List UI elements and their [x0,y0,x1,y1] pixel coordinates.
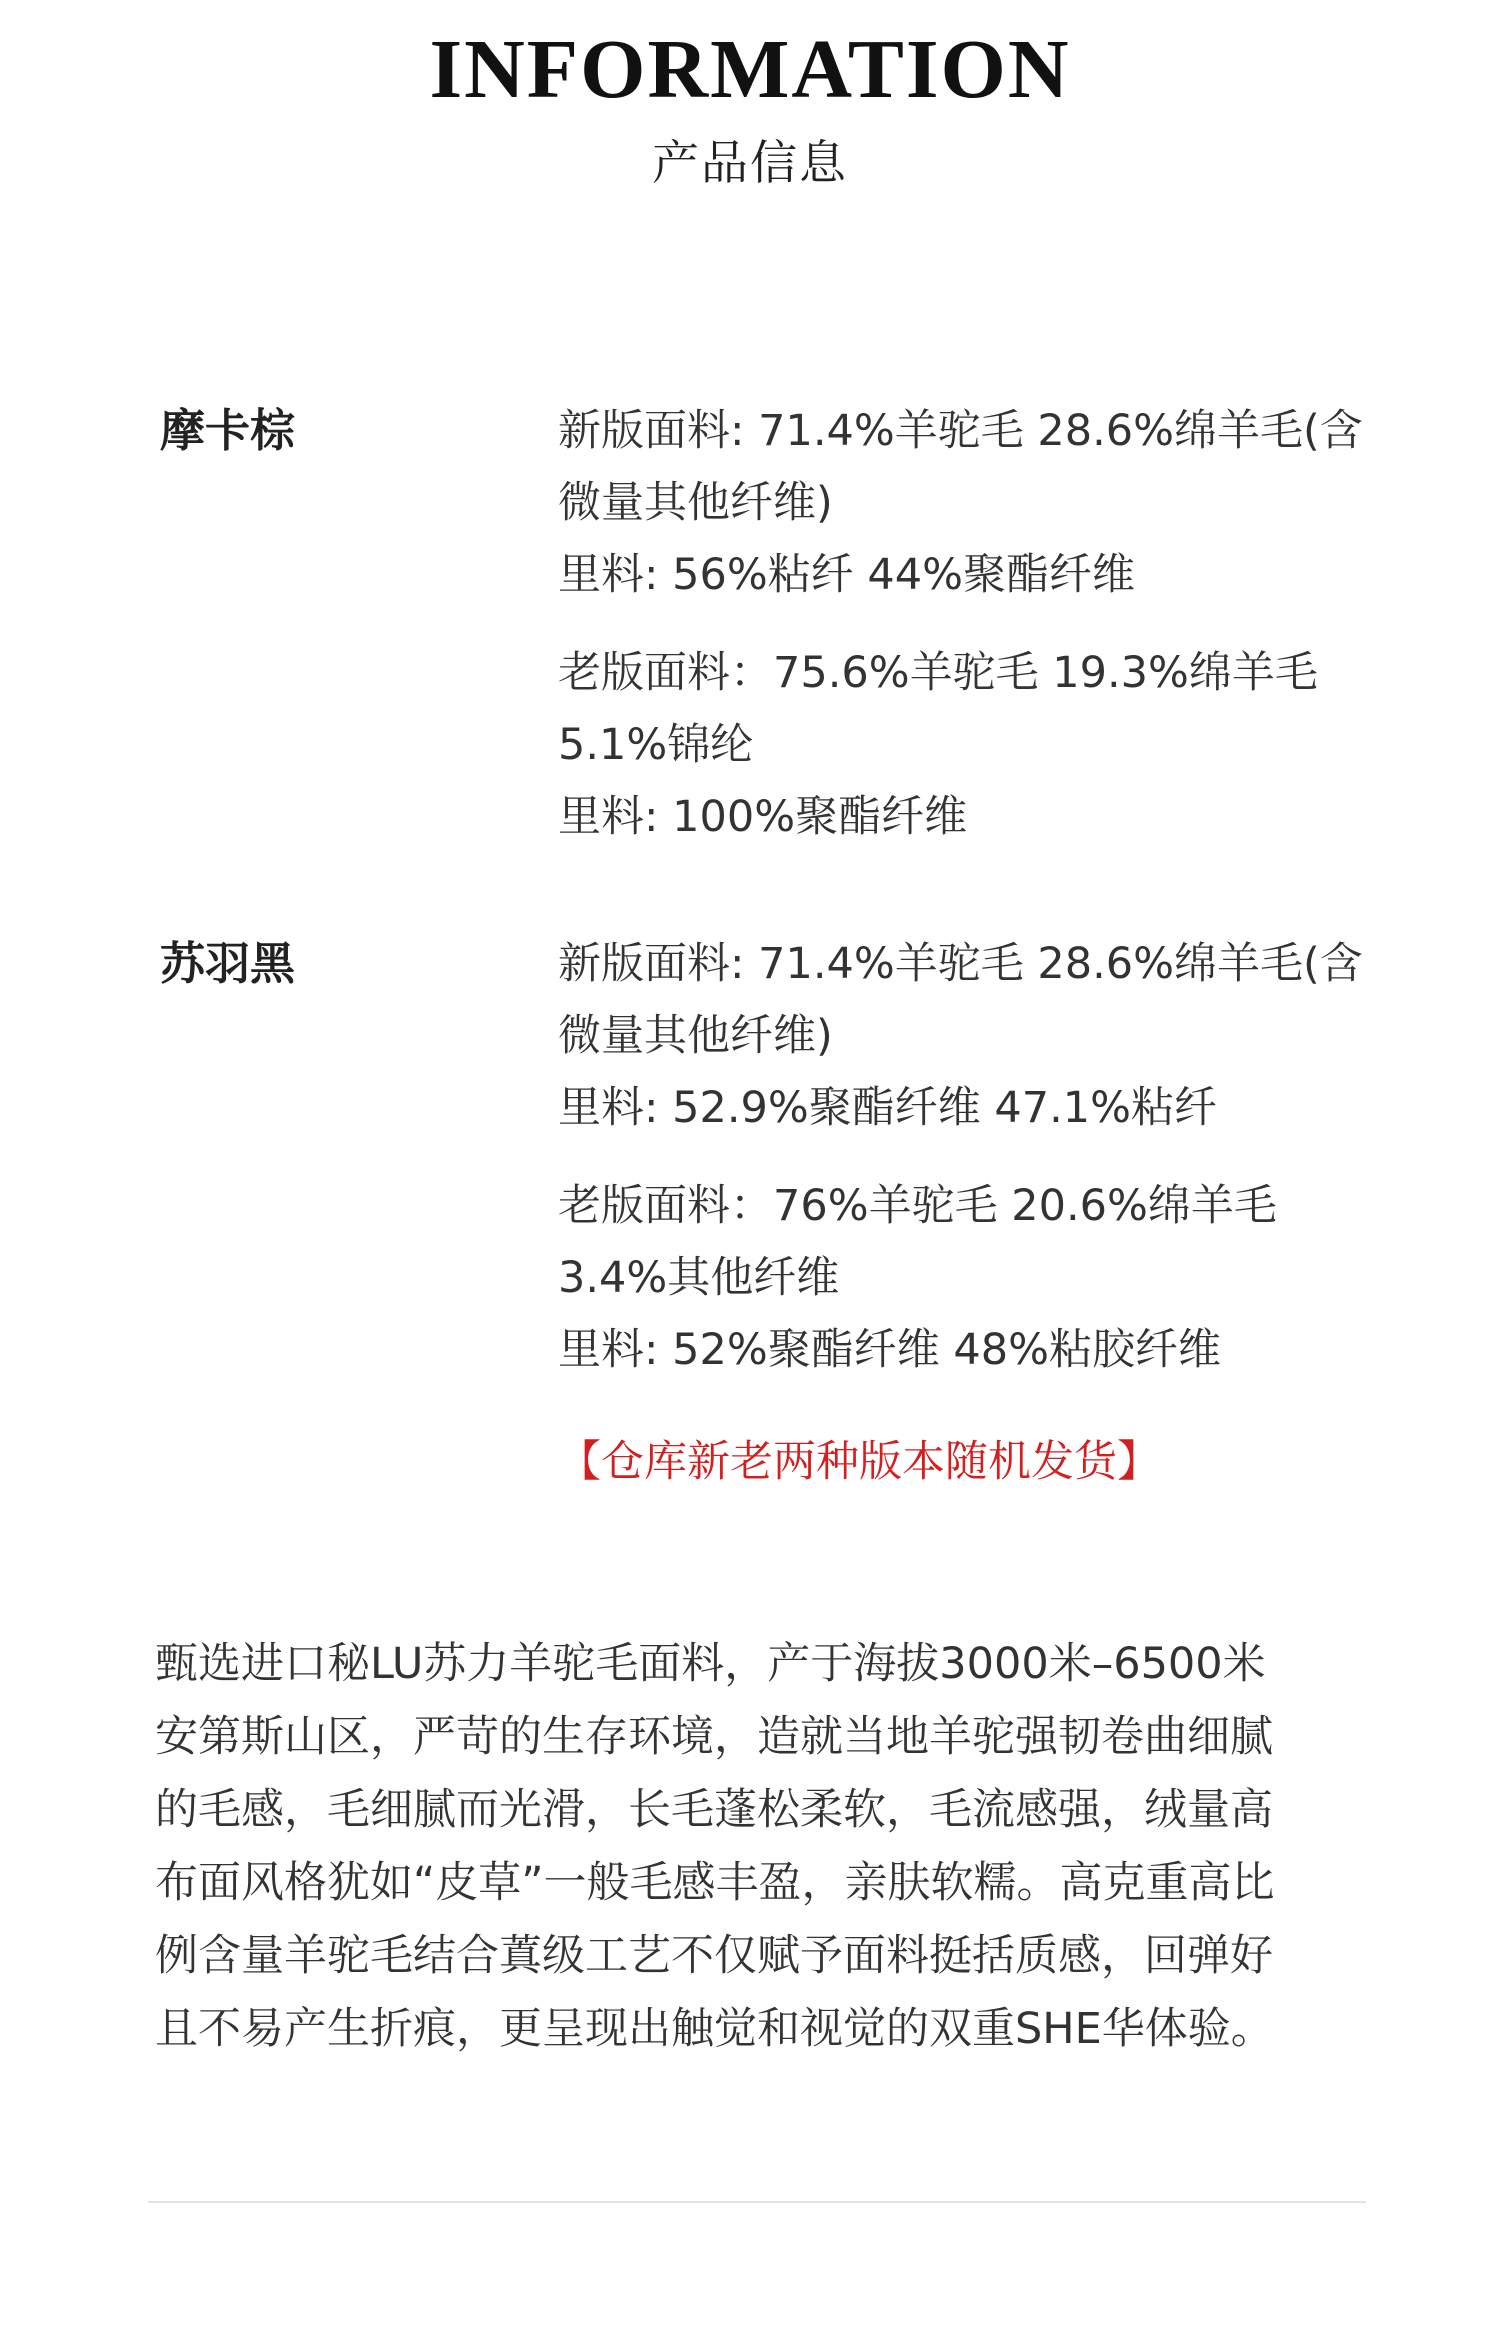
spec-line: 里料: 56%粘纤 44%聚酯纤维 [558,550,1135,600]
section-divider [148,2201,1366,2203]
spec-new-version [558,928,1418,1144]
spec-new-version [558,395,1418,611]
description-line: 例含量羊驼毛结合蒖级工艺不仅赋予面料挺括质感，回弹好 [155,1931,1273,1981]
description-line: 布面风格犹如“皮草”一般毛感丰盈，亲肤软糯。高克重高比 [155,1858,1275,1908]
description-line: 且不易产生折痕，更呈现出触觉和视觉的双重SHE华体验。 [155,2004,1274,2054]
fabric-specs [558,395,1418,879]
spec-line: 老版面料：76%羊驼毛 20.6%绵羊毛 [558,1181,1277,1231]
spec-old-version [558,637,1418,853]
page-header [0,20,1500,194]
spec-line: 微量其他纤维) [558,1011,833,1061]
spec-old-version [558,1170,1418,1386]
color-name: 摩卡棕 [160,404,296,457]
product-description [155,1628,1375,2066]
title-english: INFORMATION [429,23,1071,116]
description-line: 的毛感，毛细腻而光滑，长毛蓬松柔软，毛流感强，绒量高 [155,1785,1273,1835]
spec-line: 5.1%锦纶 [558,720,754,770]
spec-line: 里料: 100%聚酯纤维 [558,792,968,842]
spec-line: 微量其他纤维) [558,478,833,528]
spec-line: 新版面料: 71.4%羊驼毛 28.6%绵羊毛(含 [558,406,1363,456]
spec-line: 里料: 52%聚酯纤维 48%粘胶纤维 [558,1325,1221,1375]
spec-line: 里料: 52.9%聚酯纤维 47.1%粘纤 [558,1083,1218,1133]
description-line: 甄选进口秘LU苏力羊驼毛面料，产于海拔3000米–6500米 [155,1639,1266,1689]
shipping-notice: 【仓库新老两种版本随机发货】 [558,1437,1160,1487]
spec-line: 老版面料：75.6%羊驼毛 19.3%绵羊毛 [558,648,1318,698]
description-line: 安第斯山区，严苛的生存环境，造就当地羊驼强韧卷曲细腻 [155,1712,1273,1762]
color-name: 苏羽黑 [160,937,296,990]
title-chinese: 产品信息 [652,136,848,191]
fabric-specs [558,928,1418,1412]
spec-line: 3.4%其他纤维 [558,1253,840,1303]
spec-line: 新版面料: 71.4%羊驼毛 28.6%绵羊毛(含 [558,939,1363,989]
